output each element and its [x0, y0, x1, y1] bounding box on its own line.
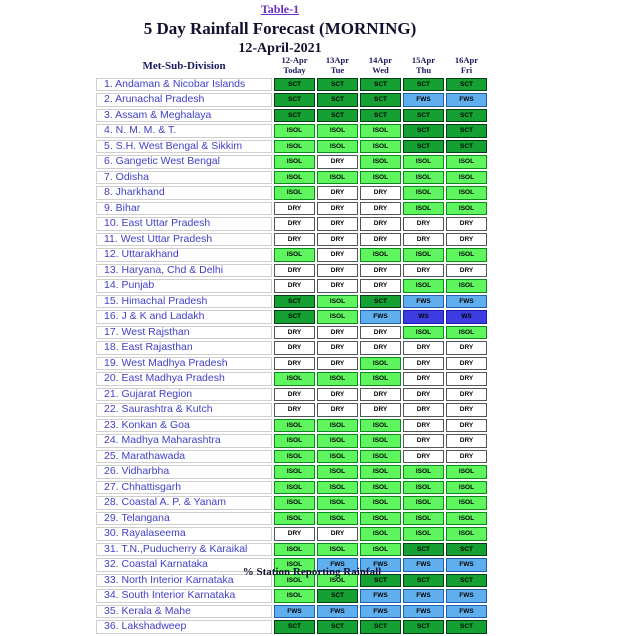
division-name-cell: 11. West Uttar Pradesh — [96, 233, 272, 247]
column-header-day-1 — [274, 56, 315, 76]
forecast-cell: DRY — [446, 233, 487, 247]
forecast-cell: DRY — [446, 372, 487, 386]
forecast-cell: ISOL — [403, 512, 444, 526]
forecast-cell: DRY — [403, 372, 444, 386]
division-name-cell: 35. Kerala & Mahe — [96, 605, 272, 619]
division-name-cell: 17. West Rajsthan — [96, 326, 272, 340]
forecast-cell: ISOL — [274, 372, 315, 386]
division-name-cell: 5. S.H. West Bengal & Sikkim — [96, 140, 272, 154]
forecast-cell: ISOL — [274, 450, 315, 464]
division-name-cell: 28. Coastal A. P. & Yanam — [96, 496, 272, 510]
forecast-cell: DRY — [446, 419, 487, 433]
forecast-cell: DRY — [360, 279, 401, 293]
forecast-cell: DRY — [403, 233, 444, 247]
forecast-cell: FWS — [446, 605, 487, 619]
table-row — [96, 465, 487, 479]
forecast-cell: DRY — [274, 341, 315, 355]
forecast-cell: ISOL — [360, 372, 401, 386]
forecast-cell: ISOL — [403, 171, 444, 185]
forecast-cell: DRY — [274, 357, 315, 371]
forecast-cell: FWS — [446, 93, 487, 107]
forecast-cell: ISOL — [274, 481, 315, 495]
forecast-cell: SCT — [317, 93, 358, 107]
table-row — [96, 202, 487, 216]
forecast-cell: DRY — [317, 248, 358, 262]
forecast-cell: DRY — [317, 202, 358, 216]
forecast-cell: DRY — [360, 341, 401, 355]
forecast-table-body — [96, 78, 487, 634]
forecast-cell: ISOL — [403, 279, 444, 293]
forecast-cell: DRY — [360, 388, 401, 402]
table-row — [96, 279, 487, 293]
forecast-cell: ISOL — [274, 543, 315, 557]
forecast-cell: DRY — [360, 233, 401, 247]
header-block — [0, 0, 560, 57]
division-name-cell: 31. T.N.,Puducherry & Karaikal — [96, 543, 272, 557]
forecast-cell: DRY — [317, 233, 358, 247]
forecast-cell: DRY — [360, 264, 401, 278]
forecast-cell: ISOL — [446, 155, 487, 169]
table-row — [96, 171, 487, 185]
forecast-cell: DRY — [274, 527, 315, 541]
forecast-cell: DRY — [317, 186, 358, 200]
division-name-cell: 6. Gangetic West Bengal — [96, 155, 272, 169]
table-row — [96, 93, 487, 107]
forecast-cell: ISOL — [274, 496, 315, 510]
division-name-cell: 14. Punjab — [96, 279, 272, 293]
day-name: Wed — [372, 64, 389, 75]
forecast-cell: FWS — [403, 589, 444, 603]
forecast-cell: DRY — [403, 403, 444, 417]
forecast-cell: DRY — [274, 326, 315, 340]
table-row — [96, 124, 487, 138]
forecast-cell: FWS — [360, 589, 401, 603]
forecast-cell: ISOL — [317, 512, 358, 526]
forecast-cell: SCT — [317, 78, 358, 92]
forecast-cell: SCT — [403, 124, 444, 138]
division-name-cell: 36. Lakshadweep — [96, 620, 272, 634]
table-row — [96, 419, 487, 433]
forecast-cell: ISOL — [403, 186, 444, 200]
division-name-cell: 16. J & K and Ladakh — [96, 310, 272, 324]
forecast-cell: FWS — [446, 589, 487, 603]
division-name-cell: 1. Andaman & Nicobar Islands — [96, 78, 272, 92]
forecast-cell: ISOL — [403, 202, 444, 216]
forecast-cell: DRY — [403, 217, 444, 231]
forecast-cell: SCT — [446, 109, 487, 123]
forecast-cell: FWS — [403, 295, 444, 309]
forecast-cell: SCT — [360, 109, 401, 123]
forecast-cell: FWS — [403, 605, 444, 619]
day-date: 12-Apr — [281, 55, 308, 65]
table-row — [96, 341, 487, 355]
table-row — [96, 264, 487, 278]
header-row — [96, 56, 487, 76]
forecast-cell: DRY — [403, 388, 444, 402]
forecast-cell: SCT — [274, 109, 315, 123]
forecast-cell: DRY — [403, 434, 444, 448]
forecast-cell: DRY — [274, 388, 315, 402]
forecast-cell: SCT — [403, 109, 444, 123]
forecast-cell: ISOL — [317, 419, 358, 433]
forecast-cell: ISOL — [446, 171, 487, 185]
forecast-cell: FWS — [446, 295, 487, 309]
forecast-cell: DRY — [446, 217, 487, 231]
table-row — [96, 388, 487, 402]
forecast-cell: DRY — [360, 202, 401, 216]
forecast-cell: ISOL — [446, 202, 487, 216]
table-row — [96, 140, 487, 154]
forecast-cell: ISOL — [274, 140, 315, 154]
division-name-cell: 2. Arunachal Pradesh — [96, 93, 272, 107]
forecast-cell: DRY — [274, 264, 315, 278]
forecast-cell: SCT — [403, 620, 444, 634]
forecast-cell: DRY — [446, 357, 487, 371]
division-name-cell: 9. Bihar — [96, 202, 272, 216]
forecast-table — [94, 54, 489, 636]
forecast-cell: SCT — [446, 620, 487, 634]
forecast-cell: ISOL — [446, 465, 487, 479]
forecast-cell: FWS — [274, 605, 315, 619]
forecast-cell: DRY — [446, 403, 487, 417]
forecast-cell: DRY — [403, 264, 444, 278]
division-name-cell: 32. Coastal Karnataka — [96, 558, 272, 572]
forecast-cell: ISOL — [403, 465, 444, 479]
forecast-cell: ISOL — [360, 450, 401, 464]
column-header-day-3 — [360, 56, 401, 76]
division-name-cell: 29. Telangana — [96, 512, 272, 526]
table-row — [96, 357, 487, 371]
day-name: Tue — [330, 64, 345, 75]
table-row — [96, 310, 487, 324]
forecast-cell: SCT — [360, 574, 401, 588]
forecast-cell: SCT — [446, 140, 487, 154]
forecast-cell: ISOL — [446, 481, 487, 495]
forecast-cell: ISOL — [317, 481, 358, 495]
table-row — [96, 620, 487, 634]
day-name: Fri — [460, 64, 473, 75]
table-row — [96, 450, 487, 464]
forecast-cell: DRY — [446, 388, 487, 402]
footer-note: % Station Reporting Rainfall — [242, 566, 382, 578]
forecast-cell: SCT — [317, 109, 358, 123]
forecast-cell: SCT — [446, 78, 487, 92]
forecast-cell: SCT — [403, 543, 444, 557]
forecast-cell: ISOL — [446, 527, 487, 541]
forecast-cell: ISOL — [360, 357, 401, 371]
division-name-cell: 18. East Rajasthan — [96, 341, 272, 355]
column-header-division: Met-Sub-Division — [142, 59, 226, 72]
table-row — [96, 233, 487, 247]
forecast-cell: SCT — [446, 574, 487, 588]
forecast-cell: ISOL — [317, 543, 358, 557]
day-date: 14Apr — [368, 55, 393, 65]
forecast-cell: DRY — [274, 217, 315, 231]
table-row — [96, 248, 487, 262]
forecast-cell: DRY — [274, 202, 315, 216]
forecast-cell: SCT — [317, 620, 358, 634]
forecast-cell: ISOL — [317, 465, 358, 479]
forecast-cell: ISOL — [403, 248, 444, 262]
forecast-cell: DRY — [317, 217, 358, 231]
forecast-cell: DRY — [274, 403, 315, 417]
forecast-cell: SCT — [274, 295, 315, 309]
page-title: 5 Day Rainfall Forecast (MORNING) — [143, 19, 417, 38]
forecast-cell: DRY — [274, 279, 315, 293]
forecast-cell: ISOL — [446, 512, 487, 526]
forecast-cell: DRY — [317, 279, 358, 293]
division-name-cell: 34. South Interior Karnataka — [96, 589, 272, 603]
forecast-cell: ISOL — [274, 171, 315, 185]
forecast-cell: DRY — [446, 341, 487, 355]
table-row — [96, 434, 487, 448]
forecast-cell: SCT — [403, 574, 444, 588]
division-name-cell: 12. Uttarakhand — [96, 248, 272, 262]
table-row — [96, 403, 487, 417]
table-row — [96, 186, 487, 200]
forecast-cell: DRY — [446, 434, 487, 448]
forecast-cell: FWS — [360, 310, 401, 324]
day-date: 16Apr — [454, 55, 479, 65]
table-row — [96, 605, 487, 619]
division-name-cell: 19. West Madhya Pradesh — [96, 357, 272, 371]
forecast-cell: DRY — [360, 186, 401, 200]
division-name-cell: 25. Marathawada — [96, 450, 272, 464]
forecast-cell: SCT — [274, 620, 315, 634]
forecast-cell: DRY — [360, 326, 401, 340]
forecast-cell: ISOL — [403, 481, 444, 495]
day-name: Today — [283, 64, 306, 75]
table-row — [96, 109, 487, 123]
forecast-cell: FWS — [360, 558, 401, 572]
table-row — [96, 295, 487, 309]
forecast-date: 12-April-2021 — [238, 41, 322, 56]
forecast-cell: SCT — [360, 295, 401, 309]
forecast-cell: SCT — [274, 310, 315, 324]
forecast-cell: ISOL — [274, 419, 315, 433]
division-name-cell: 24. Madhya Maharashtra — [96, 434, 272, 448]
forecast-cell: FWS — [403, 93, 444, 107]
forecast-cell: FWS — [317, 605, 358, 619]
forecast-cell: DRY — [360, 403, 401, 417]
forecast-cell: ISOL — [403, 496, 444, 510]
division-name-cell: 30. Rayalaseema — [96, 527, 272, 541]
table-row — [96, 155, 487, 169]
forecast-cell: ISOL — [274, 434, 315, 448]
forecast-cell: ISOL — [317, 310, 358, 324]
forecast-cell: SCT — [274, 93, 315, 107]
division-name-cell: 13. Haryana, Chd & Delhi — [96, 264, 272, 278]
day-date: 15Apr — [411, 55, 436, 65]
forecast-cell: DRY — [403, 341, 444, 355]
forecast-cell: SCT — [360, 93, 401, 107]
forecast-cell: SCT — [403, 140, 444, 154]
forecast-cell: SCT — [446, 543, 487, 557]
forecast-cell: FWS — [403, 558, 444, 572]
forecast-cell: ISOL — [403, 326, 444, 340]
forecast-cell: SCT — [360, 620, 401, 634]
forecast-cell: ISOL — [360, 419, 401, 433]
forecast-cell: ISOL — [403, 155, 444, 169]
forecast-cell: ISOL — [317, 434, 358, 448]
forecast-cell: SCT — [403, 78, 444, 92]
forecast-cell: WS — [446, 310, 487, 324]
forecast-cell: DRY — [317, 326, 358, 340]
division-name-cell: 27. Chhattisgarh — [96, 481, 272, 495]
division-name-cell: 26. Vidharbha — [96, 465, 272, 479]
forecast-cell: ISOL — [360, 512, 401, 526]
table-row — [96, 372, 487, 386]
forecast-cell: ISOL — [274, 248, 315, 262]
forecast-cell: DRY — [446, 264, 487, 278]
table-row — [96, 496, 487, 510]
table-row — [96, 481, 487, 495]
table-row — [96, 326, 487, 340]
forecast-cell: ISOL — [446, 248, 487, 262]
day-date: 13Apr — [325, 55, 350, 65]
forecast-cell: ISOL — [360, 527, 401, 541]
table-row — [96, 543, 487, 557]
column-header-day-4 — [403, 56, 444, 76]
forecast-cell: ISOL — [274, 574, 315, 588]
division-name-cell: 7. Odisha — [96, 171, 272, 185]
forecast-cell: DRY — [403, 450, 444, 464]
forecast-cell: ISOL — [274, 465, 315, 479]
forecast-cell: DRY — [274, 233, 315, 247]
table-row — [96, 512, 487, 526]
forecast-cell: ISOL — [274, 155, 315, 169]
forecast-cell: DRY — [446, 450, 487, 464]
forecast-cell: ISOL — [274, 186, 315, 200]
column-header-day-2 — [317, 56, 358, 76]
forecast-cell: ISOL — [317, 574, 358, 588]
forecast-cell: ISOL — [360, 248, 401, 262]
division-name-cell: 10. East Uttar Pradesh — [96, 217, 272, 231]
forecast-cell: DRY — [317, 527, 358, 541]
forecast-cell: ISOL — [446, 326, 487, 340]
forecast-cell: ISOL — [360, 434, 401, 448]
division-name-cell: 33. North Interior Karnataka — [96, 574, 272, 588]
forecast-cell: ISOL — [360, 481, 401, 495]
forecast-cell: DRY — [317, 388, 358, 402]
column-header-day-5 — [446, 56, 487, 76]
table-row — [96, 78, 487, 92]
table-row — [96, 527, 487, 541]
forecast-cell: DRY — [360, 217, 401, 231]
forecast-cell: SCT — [360, 78, 401, 92]
forecast-cell: ISOL — [317, 295, 358, 309]
forecast-cell: SCT — [446, 124, 487, 138]
forecast-cell: ISOL — [360, 124, 401, 138]
forecast-cell: DRY — [317, 264, 358, 278]
forecast-cell: ISOL — [317, 372, 358, 386]
table-label: Table-1 — [260, 2, 300, 16]
forecast-cell: DRY — [403, 419, 444, 433]
table-row — [96, 217, 487, 231]
division-name-cell: 15. Himachal Pradesh — [96, 295, 272, 309]
forecast-cell: DRY — [317, 357, 358, 371]
forecast-cell: ISOL — [274, 589, 315, 603]
table-row — [96, 589, 487, 603]
forecast-cell: ISOL — [360, 543, 401, 557]
forecast-cell: ISOL — [274, 512, 315, 526]
forecast-cell: FWS — [360, 605, 401, 619]
forecast-cell: ISOL — [360, 140, 401, 154]
division-name-cell: 20. East Madhya Pradesh — [96, 372, 272, 386]
forecast-cell: ISOL — [274, 124, 315, 138]
forecast-cell: DRY — [317, 403, 358, 417]
forecast-cell: ISOL — [317, 124, 358, 138]
forecast-cell: ISOL — [317, 171, 358, 185]
forecast-cell: ISOL — [317, 496, 358, 510]
forecast-cell: SCT — [274, 78, 315, 92]
forecast-cell: ISOL — [360, 155, 401, 169]
forecast-cell: ISOL — [274, 558, 315, 572]
division-name-cell: 8. Jharkhand — [96, 186, 272, 200]
forecast-cell: ISOL — [360, 465, 401, 479]
forecast-cell: ISOL — [317, 450, 358, 464]
forecast-cell: ISOL — [360, 496, 401, 510]
forecast-cell: ISOL — [403, 527, 444, 541]
forecast-cell: ISOL — [446, 496, 487, 510]
forecast-cell: ISOL — [360, 171, 401, 185]
forecast-cell: DRY — [317, 155, 358, 169]
forecast-cell: ISOL — [446, 279, 487, 293]
forecast-cell: DRY — [403, 357, 444, 371]
forecast-cell: WS — [403, 310, 444, 324]
forecast-cell: FWS — [317, 558, 358, 572]
forecast-cell: DRY — [317, 341, 358, 355]
forecast-table-header — [96, 56, 487, 76]
division-name-cell: 23. Konkan & Goa — [96, 419, 272, 433]
day-name: Thu — [415, 64, 432, 75]
division-name-cell: 21. Gujarat Region — [96, 388, 272, 402]
division-name-cell: 22. Saurashtra & Kutch — [96, 403, 272, 417]
division-name-cell: 4. N. M. M. & T. — [96, 124, 272, 138]
forecast-cell: FWS — [446, 558, 487, 572]
division-name-cell: 3. Assam & Meghalaya — [96, 109, 272, 123]
forecast-cell: ISOL — [446, 186, 487, 200]
forecast-cell: ISOL — [317, 140, 358, 154]
forecast-cell: SCT — [317, 589, 358, 603]
